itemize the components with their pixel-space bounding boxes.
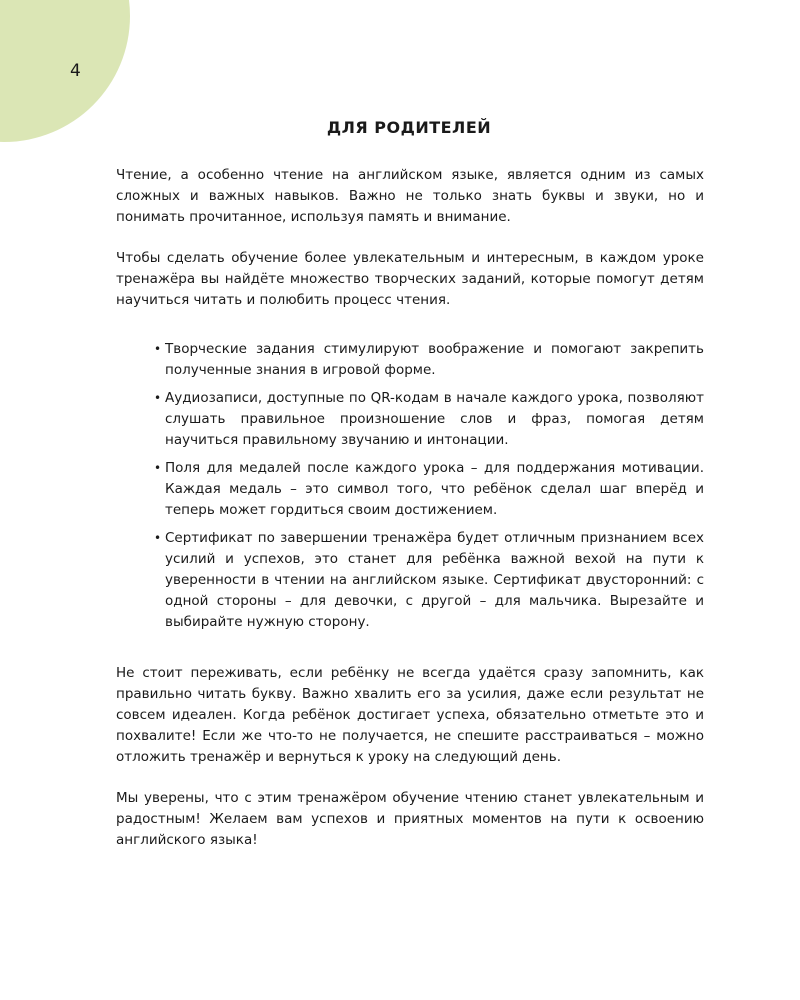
outro-paragraph-2: Мы уверены, что с этим тренажёром обучение чтению станет увлекательным и радостным! Желаем вам успехов и приятных моментов на пути к освоению английского языка! [116,790,704,848]
feature-text: Аудиозаписи, доступные по QR-кодам в начале каждого урока, позволяют слушать правильное произношение слов и фраз, помогая детям научиться правильному звучанию и интонации. [165,390,704,448]
bullet-icon: • [154,342,162,356]
page-title: ДЛЯ РОДИТЕЛЕЙ [326,118,492,137]
feature-item-creative-tasks [153,339,704,381]
intro-paragraph-2: Чтобы сделать обучение более увлекательным и интересным, в каждом уроке тренажёра вы найдёте множество творческих заданий, которые помогут детям научиться читать и полюбить процесс чтения. [116,250,704,308]
bullet-icon: • [154,391,162,405]
page-number: 4 [70,61,81,81]
bullet-icon: • [154,461,162,475]
feature-item-audio [153,388,704,451]
outro-paragraph-1: Не стоит переживать, если ребёнку не всегда удаётся сразу запомнить, как правильно читать букву. Важно хвалить его за усилия, даже если результат не совсем идеален. Когда ребёнок достигает успеха, обязательно отметьте это и похвалите! Если же что-то не получается, не спешите расстраиваться – можно отложить тренажёр и вернуться к уроку на следующий день. [116,665,704,765]
feature-text: Сертификат по завершении тренажёра будет отличным признанием всех усилий и успехов, это станет для ребёнка важной вехой на пути к уверенности в чтении на английском языке. Сертификат двусторонний: с одной стороны – для девочки, с другой – для мальчика. Вырезайте и выбирайте нужную сторону. [165,530,704,630]
feature-text: Поля для медалей после каждого урока – для поддержания мотивации. Каждая медаль – это символ того, что ребёнок сделал шаг вперёд и теперь может гордиться своим достижением. [165,460,704,518]
bullet-icon: • [154,531,162,545]
main-text [116,165,704,851]
feature-item-medals [153,458,704,521]
feature-list [153,339,704,633]
feature-item-certificate [153,528,704,633]
intro-paragraph-1: Чтение, а особенно чтение на английском языке, является одним из самых сложных и важных навыков. Важно не только знать буквы и звуки, но и понимать прочитанное, используя память и внимание. [116,167,704,225]
feature-text: Творческие задания стимулируют воображение и помогают закрепить полученные знания в игровой форме. [165,341,704,378]
